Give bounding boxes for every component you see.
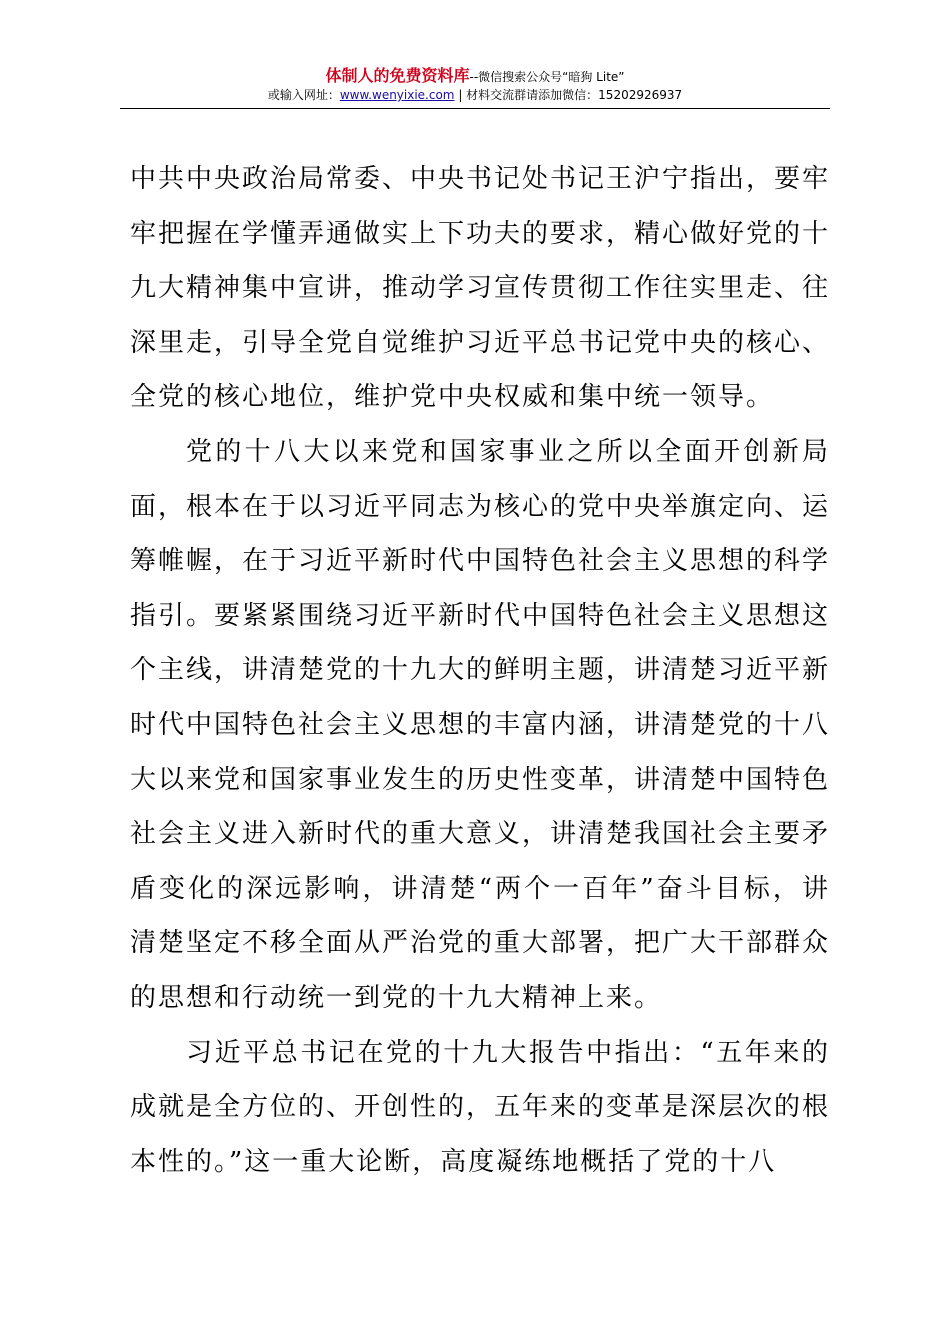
paragraph-3: 习近平总书记在党的十九大报告中指出：“五年来的成就是全方位的、开创性的，五年来的变革是深层次的根本性的。”这一重大论断，高度凝练地概括了党的十八: [130, 1037, 831, 1177]
paragraph-2: 党的十八大以来党和国家事业之所以全面开创新局面，根本在于以习近平同志为核心的党中央举旗定向、运筹帷幄，在于习近平新时代中国特色社会主义思想的科学指引。要紧紧围绕习近平新时代中国特色社会主义思想这个主线，讲清楚党的十九大的鲜明主题，讲清楚习近平新时代中国特色社会主义思想的丰富内涵，讲清楚党的十八大以来党和国家事业发生的历史性变革，讲清楚中国特色社会主义进入新时代的重大意义，讲清楚我国社会主要矛盾变化的深远影响，讲清楚“两个一百年”奋斗目标，讲清楚坚定不移全面从严治党的重大部署，把广大干部群众的思想和行动统一到党的十九大精神上来。: [130, 436, 831, 1013]
header-divider: [120, 108, 830, 109]
contact-info: | 材料交流群请添加微信：15202926937: [454, 88, 683, 102]
wechat-hint: --微信搜索公众号“暗狗 Lite”: [469, 70, 625, 84]
url-prefix: 或输入网址：: [267, 88, 340, 102]
header-contact-line: [120, 87, 830, 103]
site-url-link[interactable]: www.wenyixie.com: [339, 88, 455, 102]
paragraph-1: 中共中央政治局常委、中央书记处书记王沪宁指出，要牢牢把握在学懂弄通做实上下功夫的要求，精心做好党的十九大精神集中宣讲，推动学习宣传贯彻工作往实里走、往深里走，引导全党自觉维护习近平总书记党中央的核心、全党的核心地位，维护党中央权威和集中统一领导。: [130, 164, 831, 413]
header-title-line: [120, 66, 830, 87]
document-body: [130, 152, 830, 1189]
page-header: [120, 66, 830, 103]
site-name: 体制人的免费资料库: [325, 66, 470, 85]
